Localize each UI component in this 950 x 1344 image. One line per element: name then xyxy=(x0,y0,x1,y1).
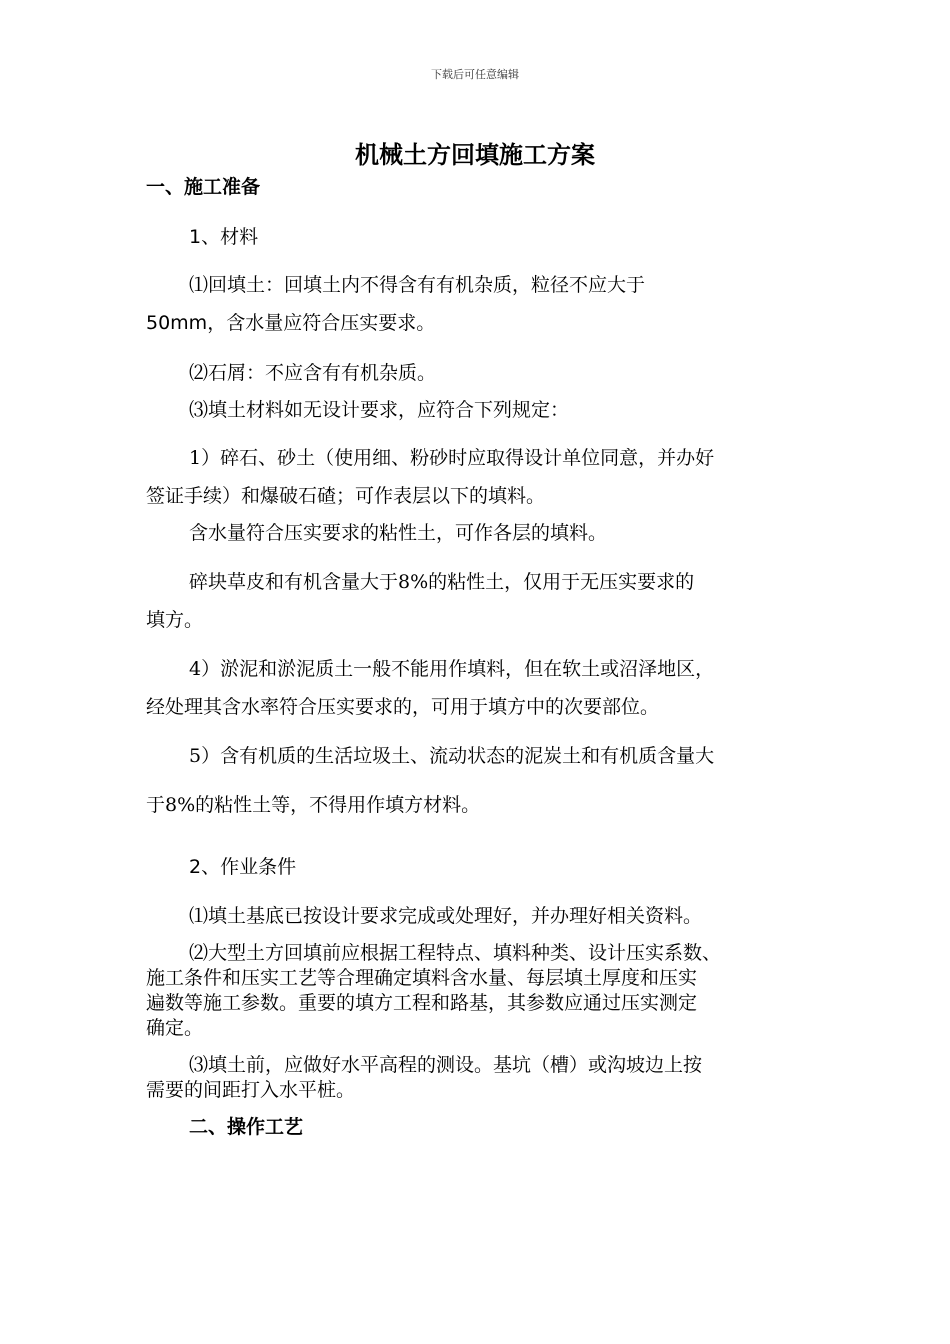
paragraph-stone-chips: ⑵石屑：不应含有有机杂质。 xyxy=(189,362,437,384)
subheading-work-conditions: 2、作业条件 xyxy=(189,856,297,878)
paragraph-turf: 碎块草皮和有机含量大于8%的粘性土，仅用于无压实要求的 xyxy=(189,571,695,593)
paragraph-condition-2-line2: 施工条件和压实工艺等合理确定填料含水量、每层填土厚度和压实 xyxy=(146,967,698,989)
subheading-materials: 1、材料 xyxy=(189,226,259,248)
document-title: 机械土方回填施工方案 xyxy=(355,141,595,169)
section-heading-1: 一、施工准备 xyxy=(146,176,261,198)
header-note: 下载后可任意编辑 xyxy=(431,68,519,81)
paragraph-backfill-soil-cont: 50mm，含水量应符合压实要求。 xyxy=(146,312,436,334)
paragraph-condition-2-line4: 确定。 xyxy=(146,1017,204,1039)
paragraph-item-4: 4）淤泥和淤泥质土一般不能用作填料，但在软土或沼泽地区， xyxy=(189,658,715,680)
section-heading-2: 二、操作工艺 xyxy=(189,1116,304,1138)
paragraph-backfill-soil: ⑴回填土：回填土内不得含有有机杂质，粒径不应大于 xyxy=(189,274,646,296)
paragraph-item-4-cont: 经处理其含水率符合压实要求的，可用于填方中的次要部位。 xyxy=(146,696,660,718)
paragraph-clay-fill: 含水量符合压实要求的粘性土，可作各层的填料。 xyxy=(189,522,608,544)
paragraph-item-1-cont: 签证手续）和爆破石碴；可作表层以下的填料。 xyxy=(146,485,546,507)
paragraph-condition-1: ⑴填土基底已按设计要求完成或处理好，并办理好相关资料。 xyxy=(189,905,703,927)
paragraph-condition-3-cont: 需要的间距打入水平桩。 xyxy=(146,1079,356,1101)
paragraph-condition-3: ⑶填土前，应做好水平高程的测设。基坑（槽）或沟坡边上按 xyxy=(189,1054,703,1076)
paragraph-condition-2: ⑵大型土方回填前应根据工程特点、填料种类、设计压实系数、 xyxy=(189,942,722,964)
paragraph-condition-2-line3: 遍数等施工参数。重要的填方工程和路基，其参数应通过压实测定 xyxy=(146,992,698,1014)
paragraph-item-5: 5）含有机质的生活垃圾土、流动状态的泥炭土和有机质含量大 xyxy=(189,745,715,767)
paragraph-item-5-cont: 于8%的粘性土等，不得用作填方材料。 xyxy=(146,794,481,816)
paragraph-item-1: 1）碎石、砂土（使用细、粉砂时应取得设计单位同意，并办好 xyxy=(189,447,715,469)
paragraph-turf-cont: 填方。 xyxy=(146,609,204,631)
paragraph-fill-materials: ⑶填土材料如无设计要求，应符合下列规定： xyxy=(189,399,570,421)
